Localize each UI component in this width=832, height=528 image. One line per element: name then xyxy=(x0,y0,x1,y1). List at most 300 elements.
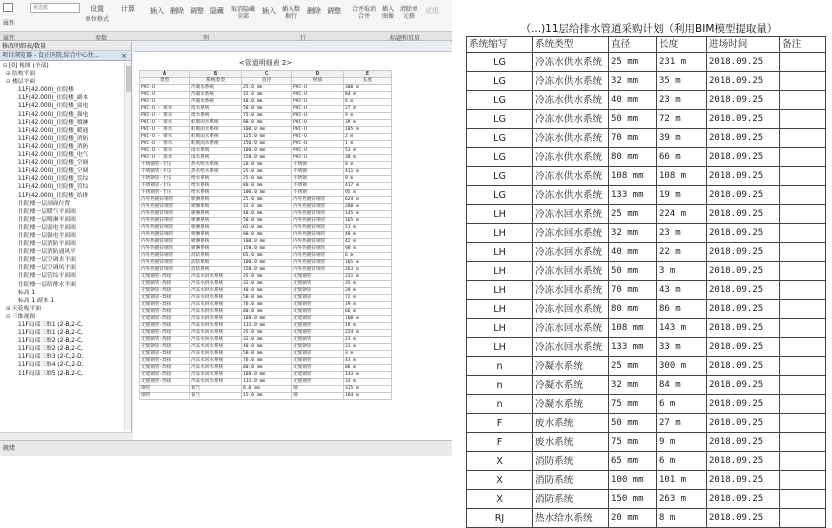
tree-item[interactable] xyxy=(0,256,124,264)
schedule-cell[interactable]: 95 m xyxy=(344,189,392,196)
tree-item[interactable] xyxy=(0,264,124,272)
tree-item[interactable] xyxy=(0,94,124,102)
schedule-cell[interactable]: 39 m xyxy=(344,119,392,126)
schedule-cell[interactable]: 3 m xyxy=(344,350,392,357)
schedule-cell[interactable]: 70.0 mm xyxy=(242,357,292,364)
tree-item[interactable] xyxy=(0,289,124,297)
schedule-cell[interactable]: 184 m xyxy=(344,392,392,399)
schedule-cell[interactable]: 100.0 mm xyxy=(242,238,292,245)
schedule-cell[interactable]: 101 m xyxy=(344,259,392,266)
schedule-cell[interactable]: 50.0 mm xyxy=(242,105,292,112)
tree-item[interactable] xyxy=(0,143,124,151)
schedule-cell[interactable]: 不锈钢管-卡压 xyxy=(140,161,190,168)
schedule-cell[interactable]: 不锈钢 xyxy=(292,189,344,196)
schedule-cell[interactable]: 100.0 mm xyxy=(242,126,292,133)
schedule-cell[interactable]: 145 m xyxy=(344,210,392,217)
schedule-cell[interactable]: 40.0 mm xyxy=(242,210,292,217)
schedule-cell[interactable]: PVC-U xyxy=(292,105,344,112)
schedule-cell[interactable]: 无缝钢管 xyxy=(292,287,344,294)
schedule-cell[interactable]: 25.0 mm xyxy=(242,273,292,280)
schedule-cell[interactable]: PVC-U xyxy=(292,147,344,154)
schedule-cell[interactable]: 315 m xyxy=(344,385,392,392)
schedule-cell[interactable]: PVC-U - 排水 xyxy=(140,112,190,119)
schedule-cell[interactable]: 无缝钢管 xyxy=(292,336,344,343)
schedule-cell[interactable]: 内外热镀锌钢管 xyxy=(140,266,190,273)
vertical-scrollbar[interactable] xyxy=(124,62,131,430)
tree-item[interactable] xyxy=(0,305,124,313)
delete-row-button[interactable]: 删除 xyxy=(307,7,321,15)
schedule-cell[interactable]: 冷冻水供水系统 xyxy=(190,301,242,308)
schedule-cell[interactable]: 虹吸雨水系统 xyxy=(190,133,242,140)
tree-item[interactable] xyxy=(0,102,124,110)
column-letter[interactable]: B xyxy=(190,70,242,77)
hide-column-button[interactable]: 隐藏 xyxy=(210,7,224,15)
tree-item[interactable] xyxy=(0,70,124,78)
schedule-cell[interactable]: 90 m xyxy=(344,245,392,252)
schedule-cell[interactable]: 雨水系统 xyxy=(190,147,242,154)
schedule-cell[interactable]: 40.0 mm xyxy=(242,98,292,105)
schedule-cell[interactable]: 给水系统 xyxy=(190,175,242,182)
schedule-cell[interactable]: 雨水系统 xyxy=(190,154,242,161)
schedule-cell[interactable]: 无缝钢管-焊接 xyxy=(140,364,190,371)
tree-item[interactable] xyxy=(0,329,124,337)
expand-toggle-icon[interactable]: ⊟ xyxy=(3,63,8,69)
schedule-cell[interactable]: PVC-U xyxy=(292,126,344,133)
schedule-cell[interactable]: 冷冻水回水系统 xyxy=(190,357,242,364)
tree-item[interactable] xyxy=(0,159,124,167)
schedule-cell[interactable]: 150.0 mm xyxy=(242,154,292,161)
schedule-cell[interactable]: PVC-U xyxy=(292,154,344,161)
schedule-cell[interactable]: 内外热镀锌钢管 xyxy=(292,210,344,217)
schedule-cell[interactable]: 108.0 mm xyxy=(242,315,292,322)
schedule-cell[interactable]: PVC-U xyxy=(140,91,190,98)
schedule-cell[interactable]: 冷凝水系统 xyxy=(190,98,242,105)
tree-item[interactable] xyxy=(0,111,124,119)
schedule-cell[interactable]: 无缝钢管-焊接 xyxy=(140,294,190,301)
schedule-cell[interactable]: 喷淋系统 xyxy=(190,231,242,238)
schedule-cell[interactable]: PVC-U - 排水 xyxy=(140,154,190,161)
schedule-cell[interactable]: 无缝钢管-焊接 xyxy=(140,315,190,322)
tree-item[interactable] xyxy=(0,240,124,248)
schedule-cell[interactable]: 内外热镀锌钢管 xyxy=(140,252,190,259)
schedule-cell[interactable]: 133.0 mm xyxy=(242,322,292,329)
tree-item[interactable] xyxy=(0,224,124,232)
schedule-cell[interactable]: PVC-U xyxy=(292,91,344,98)
schedule-cell[interactable]: 内外热镀锌钢管 xyxy=(140,196,190,203)
schedule-cell[interactable]: 624 m xyxy=(344,196,392,203)
schedule-cell[interactable]: 不锈钢 xyxy=(292,175,344,182)
schedule-cell[interactable]: 冷冻水回水系统 xyxy=(190,336,242,343)
schedule-cell[interactable]: 417 m xyxy=(344,182,392,189)
tree-item[interactable] xyxy=(0,151,124,159)
adjust-row-button[interactable]: 调整 xyxy=(327,7,341,15)
tree-item[interactable] xyxy=(0,135,124,143)
schedule-cell[interactable]: 内外热镀锌钢管 xyxy=(292,196,344,203)
schedule-cell[interactable]: 100.0 mm xyxy=(242,189,292,196)
schedule-cell[interactable]: 108 m xyxy=(344,315,392,322)
tree-item[interactable] xyxy=(0,62,124,70)
schedule-cell[interactable]: 冷冻水回水系统 xyxy=(190,350,242,357)
schedule-cell[interactable]: 无缝钢管-焊接 xyxy=(140,280,190,287)
schedule-cell[interactable]: 22 m xyxy=(344,343,392,350)
schedule-cell[interactable]: 内外热镀锌钢管 xyxy=(140,259,190,266)
column-letter[interactable]: E xyxy=(344,70,392,77)
schedule-cell[interactable]: 无缝钢管-焊接 xyxy=(140,371,190,378)
schedule-cell[interactable]: 冷冻水回水系统 xyxy=(190,329,242,336)
tree-item[interactable] xyxy=(0,313,124,321)
schedule-cell[interactable]: 165 m xyxy=(344,217,392,224)
schedule-cell[interactable]: 40.0 mm xyxy=(242,343,292,350)
schedule-cell[interactable]: 231 m xyxy=(344,273,392,280)
schedule-cell[interactable]: 无缝钢管 xyxy=(292,280,344,287)
schedule-cell[interactable]: 热水给水系统 xyxy=(190,161,242,168)
schedule-cell[interactable]: 23 m xyxy=(344,336,392,343)
schedule-cell[interactable]: 无缝钢管-焊接 xyxy=(140,336,190,343)
schedule-cell[interactable]: 80.0 mm xyxy=(242,308,292,315)
schedule-cell[interactable]: 6 m xyxy=(344,98,392,105)
schedule-cell[interactable]: 25.0 mm xyxy=(242,329,292,336)
schedule-cell[interactable]: 53 m xyxy=(344,147,392,154)
delete-column-button[interactable]: 删除 xyxy=(170,7,184,15)
schedule-cell[interactable]: 消防系统 xyxy=(190,252,242,259)
schedule-cell[interactable]: 钢管 xyxy=(140,385,190,392)
schedule-cell[interactable]: 43 m xyxy=(344,357,392,364)
schedule-cell[interactable]: 内外热镀锌钢管 xyxy=(292,238,344,245)
schedule-cell[interactable]: 105 m xyxy=(344,126,392,133)
schedule-cell[interactable]: PVC-U xyxy=(292,84,344,91)
schedule-cell[interactable]: 70.0 mm xyxy=(242,301,292,308)
tree-item[interactable] xyxy=(0,232,124,240)
schedule-cell[interactable]: 冷冻水回水系统 xyxy=(190,371,242,378)
schedule-cell[interactable]: 喷淋系统 xyxy=(190,203,242,210)
schedule-cell[interactable]: 125.0 mm xyxy=(242,133,292,140)
schedule-cell[interactable]: 65.0 mm xyxy=(242,224,292,231)
schedule-cell[interactable]: 30 m xyxy=(344,154,392,161)
schedule-cell[interactable]: 150.0 mm xyxy=(242,245,292,252)
schedule-cell[interactable]: 氧气 xyxy=(190,385,242,392)
schedule-cell[interactable]: 冷冻水回水系统 xyxy=(190,364,242,371)
schedule-cell[interactable]: 25.0 mm xyxy=(242,196,292,203)
tree-item[interactable] xyxy=(0,321,124,329)
schedule-cell[interactable]: 无缝钢管 xyxy=(292,315,344,322)
merge-unmerge-button[interactable]: 合并取消合并 xyxy=(352,6,377,20)
schedule-cell[interactable]: 给水系统 xyxy=(190,189,242,196)
schedule-cell[interactable]: 无缝钢管 xyxy=(292,294,344,301)
schedule-cell[interactable]: 虹吸雨水系统 xyxy=(190,140,242,147)
schedule-cell[interactable]: 25.0 mm xyxy=(242,175,292,182)
schedule-cell[interactable]: 224 m xyxy=(344,329,392,336)
schedule-cell[interactable]: 热水给水系统 xyxy=(190,168,242,175)
schedule-cell[interactable]: 48 m xyxy=(344,231,392,238)
schedule-cell[interactable]: 1 m xyxy=(344,140,392,147)
schedule-cell[interactable]: 内外热镀锌钢管 xyxy=(140,224,190,231)
schedule-cell[interactable]: 冷冻水回水系统 xyxy=(190,343,242,350)
schedule-cell[interactable]: 72 m xyxy=(344,294,392,301)
schedule-cell[interactable]: PVC-U xyxy=(140,84,190,91)
horizontal-scrollbar[interactable] xyxy=(0,432,132,440)
schedule-cell[interactable]: 32.0 mm xyxy=(242,91,292,98)
schedule-cell[interactable]: 不锈钢 xyxy=(292,168,344,175)
schedule-cell[interactable]: 钢管 xyxy=(140,392,190,399)
schedule-cell[interactable]: 无缝钢管-焊接 xyxy=(140,378,190,385)
schedule-cell[interactable]: 无缝钢管-焊接 xyxy=(140,343,190,350)
schedule-cell[interactable]: 喷淋系统 xyxy=(190,238,242,245)
schedule-cell[interactable]: 喷淋系统 xyxy=(190,210,242,217)
schedule-cell[interactable]: 冷冻水供水系统 xyxy=(190,294,242,301)
schedule-cell[interactable]: PVC-U - 排水 xyxy=(140,140,190,147)
schedule-cell[interactable]: 冷冻水供水系统 xyxy=(190,273,242,280)
schedule-cell[interactable]: 80.0 mm xyxy=(242,231,292,238)
schedule-cell[interactable]: 不锈钢 xyxy=(292,182,344,189)
insert-column-button[interactable]: 插入 xyxy=(150,7,164,15)
schedule-cell[interactable]: 无缝钢管 xyxy=(292,378,344,385)
schedule-cell[interactable]: 废水系统 xyxy=(190,112,242,119)
schedule-cell[interactable]: 冷冻水供水系统 xyxy=(190,308,242,315)
schedule-cell[interactable]: 80.0 mm xyxy=(242,364,292,371)
tree-item[interactable] xyxy=(0,127,124,135)
schedule-cell[interactable]: 42 m xyxy=(344,238,392,245)
schedule-cell[interactable]: PVC-U - 排水 xyxy=(140,147,190,154)
schedule-cell[interactable]: 无缝钢管 xyxy=(292,308,344,315)
schedule-cell[interactable]: 51 m xyxy=(344,224,392,231)
schedule-cell[interactable]: 无缝钢管-焊接 xyxy=(140,287,190,294)
schedule-cell[interactable]: 内外热镀锌钢管 xyxy=(140,217,190,224)
schedule-cell[interactable]: 内外热镀锌钢管 xyxy=(292,266,344,273)
schedule-cell[interactable]: 15.0 mm xyxy=(242,392,292,399)
schedule-cell[interactable]: 35 m xyxy=(344,280,392,287)
schedule-cell[interactable]: 66 m xyxy=(344,308,392,315)
schedule-cell[interactable]: 喷淋系统 xyxy=(190,217,242,224)
schedule-cell[interactable]: 废水系统 xyxy=(190,105,242,112)
schedule-cell[interactable]: PVC-U - 排水 xyxy=(140,126,190,133)
schedule-header-cell[interactable]: 类型 xyxy=(140,77,190,84)
schedule-cell[interactable]: 20 m xyxy=(344,287,392,294)
tree-item[interactable] xyxy=(0,216,124,224)
schedule-cell[interactable]: 钢 xyxy=(292,392,344,399)
tree-item[interactable] xyxy=(0,208,124,216)
expand-toggle-icon[interactable]: ⊞ xyxy=(6,305,11,312)
tree-item[interactable] xyxy=(0,297,124,305)
schedule-cell[interactable]: 100.0 mm xyxy=(242,147,292,154)
schedule-cell[interactable]: 冷凝水系统 xyxy=(190,84,242,91)
schedule-cell[interactable]: 50.0 mm xyxy=(242,294,292,301)
schedule-cell[interactable]: 无缝钢管 xyxy=(292,329,344,336)
clear-cell-button[interactable]: 清除单元格 xyxy=(399,6,418,20)
schedule-cell[interactable]: 143 m xyxy=(344,371,392,378)
schedule-cell[interactable]: 内外热镀锌钢管 xyxy=(292,203,344,210)
schedule-cell[interactable]: 内外热镀锌钢管 xyxy=(140,231,190,238)
schedule-cell[interactable]: 6 m xyxy=(344,252,392,259)
schedule-cell[interactable]: PVC-U - 排水 xyxy=(140,105,190,112)
schedule-cell[interactable]: 411 m xyxy=(344,168,392,175)
tree-item[interactable] xyxy=(0,192,124,200)
tree-item[interactable] xyxy=(0,272,124,280)
tree-item[interactable] xyxy=(0,248,124,256)
schedule-cell[interactable]: 8 m xyxy=(344,161,392,168)
schedule-cell[interactable]: 20.0 mm xyxy=(242,161,292,168)
schedule-header-cell[interactable]: 系统类型 xyxy=(190,77,242,84)
schedule-cell[interactable]: 80.0 mm xyxy=(242,119,292,126)
schedule-cell[interactable]: 84 m xyxy=(344,91,392,98)
schedule-cell[interactable]: 虹吸雨水系统 xyxy=(190,126,242,133)
schedule-header-cell[interactable]: 直径 xyxy=(242,77,292,84)
schedule-cell[interactable]: PVC-U xyxy=(292,119,344,126)
schedule-cell[interactable]: 冷冻水供水系统 xyxy=(190,315,242,322)
close-icon[interactable]: × xyxy=(121,52,127,60)
tree-item[interactable] xyxy=(0,183,124,191)
schedule-cell[interactable]: 无缝钢管 xyxy=(292,273,344,280)
schedule-cell[interactable]: 内外热镀锌钢管 xyxy=(140,245,190,252)
expand-toggle-icon[interactable]: ⊟ xyxy=(6,79,11,86)
expand-toggle-icon[interactable]: ⊞ xyxy=(6,71,11,78)
schedule-cell[interactable]: 32.0 mm xyxy=(242,280,292,287)
tree-item[interactable] xyxy=(0,200,124,208)
tree-item[interactable] xyxy=(0,370,124,378)
schedule-cell[interactable]: 钢 xyxy=(292,385,344,392)
schedule-cell[interactable]: 无缝钢管 xyxy=(292,364,344,371)
schedule-cell[interactable]: 8.0 mm xyxy=(242,385,292,392)
group-button[interactable]: 成组 xyxy=(425,7,439,15)
schedule-cell[interactable]: PVC-U - 排水 xyxy=(140,119,190,126)
schedule-cell[interactable]: 263 m xyxy=(344,266,392,273)
schedule-cell[interactable]: 32.0 mm xyxy=(242,336,292,343)
scroll-thumb[interactable] xyxy=(126,66,131,92)
schedule-cell[interactable]: 32.0 mm xyxy=(242,203,292,210)
tree-item[interactable] xyxy=(0,119,124,127)
calculate-button[interactable]: 计算 xyxy=(121,5,135,13)
schedule-cell[interactable]: 无缝钢管 xyxy=(292,343,344,350)
schedule-cell[interactable]: 无缝钢管-焊接 xyxy=(140,357,190,364)
unhide-all-button[interactable]: 取消隐藏全部 xyxy=(230,6,255,20)
schedule-cell[interactable]: 50.0 mm xyxy=(242,350,292,357)
schedule-cell[interactable]: 消防系统 xyxy=(190,259,242,266)
schedule-cell[interactable]: 冷冻水供水系统 xyxy=(190,322,242,329)
schedule-cell[interactable]: 25.0 mm xyxy=(242,168,292,175)
tree-item[interactable] xyxy=(0,281,124,289)
column-letter[interactable]: C xyxy=(242,70,292,77)
schedule-cell[interactable]: 不锈钢管-卡压 xyxy=(140,168,190,175)
schedule-cell[interactable]: PVC-U - 排水 xyxy=(140,133,190,140)
schedule-cell[interactable]: 150.0 mm xyxy=(242,140,292,147)
schedule-header-cell[interactable]: 长度 xyxy=(344,77,392,84)
schedule-cell[interactable]: 无缝钢管 xyxy=(292,350,344,357)
schedule-cell[interactable]: 40.0 mm xyxy=(242,287,292,294)
schedule-cell[interactable]: 9 m xyxy=(344,112,392,119)
tree-item[interactable] xyxy=(0,167,124,175)
insert-row-button[interactable]: 插入 xyxy=(262,7,276,15)
schedule-cell[interactable]: 39 m xyxy=(344,301,392,308)
schedule-cell[interactable]: PVC-U xyxy=(292,112,344,119)
schedule-cell[interactable]: 给水系统 xyxy=(190,182,242,189)
insert-data-row-button[interactable]: 插入数据行 xyxy=(281,6,300,20)
schedule-cell[interactable]: 2 m xyxy=(344,133,392,140)
schedule-cell[interactable]: 不锈钢管-卡压 xyxy=(140,182,190,189)
schedule-cell[interactable]: 9 m xyxy=(344,175,392,182)
schedule-cell[interactable]: 19 m xyxy=(344,322,392,329)
tree-item[interactable] xyxy=(0,175,124,183)
schedule-cell[interactable]: 108.0 mm xyxy=(242,371,292,378)
schedule-cell[interactable]: 150.0 mm xyxy=(242,266,292,273)
schedule-cell[interactable]: 虹吸雨水系统 xyxy=(190,119,242,126)
expand-toggle-icon[interactable]: ⊟ xyxy=(6,313,11,320)
insert-image-button[interactable]: 插入图像 xyxy=(381,6,394,20)
schedule-cell[interactable]: 100.0 mm xyxy=(242,259,292,266)
schedule-cell[interactable]: 氧气 xyxy=(190,392,242,399)
tree-item[interactable] xyxy=(0,361,124,369)
properties-icon[interactable] xyxy=(3,3,13,12)
schedule-cell[interactable]: 不锈钢管-卡压 xyxy=(140,175,190,182)
schedule-cell[interactable]: 内外热镀锌钢管 xyxy=(292,259,344,266)
schedule-cell[interactable]: 喷淋系统 xyxy=(190,245,242,252)
schedule-cell[interactable]: 内外热镀锌钢管 xyxy=(140,210,190,217)
tree-item[interactable] xyxy=(0,337,124,345)
schedule-cell[interactable]: 无缝钢管-焊接 xyxy=(140,273,190,280)
schedule-cell[interactable]: 无缝钢管 xyxy=(292,322,344,329)
schedule-cell[interactable]: 无缝钢管-焊接 xyxy=(140,322,190,329)
type-dropdown[interactable]: 单选框 xyxy=(30,3,80,13)
schedule-cell[interactable]: 喷淋系统 xyxy=(190,196,242,203)
unit-format-button[interactable]: 单位格式 xyxy=(85,16,110,23)
schedule-cell[interactable]: PVC-U xyxy=(292,98,344,105)
schedule-header-cell[interactable]: 材质 xyxy=(292,77,344,84)
tree-item[interactable] xyxy=(0,86,124,94)
schedule-cell[interactable]: 喷淋系统 xyxy=(190,224,242,231)
schedule-cell[interactable]: 无缝钢管 xyxy=(292,371,344,378)
schedule-cell[interactable]: PVC-U xyxy=(292,140,344,147)
adjust-column-button[interactable]: 调整 xyxy=(190,7,204,15)
schedule-cell[interactable]: 288 m xyxy=(344,203,392,210)
schedule-cell[interactable]: 不锈钢管-卡压 xyxy=(140,189,190,196)
schedule-cell[interactable]: 内外热镀锌钢管 xyxy=(292,252,344,259)
schedule-cell[interactable]: 冷冻水供水系统 xyxy=(190,280,242,287)
schedule-cell[interactable]: 无缝钢管-焊接 xyxy=(140,329,190,336)
tree-item[interactable] xyxy=(0,353,124,361)
schedule-cell[interactable]: 300 m xyxy=(344,84,392,91)
schedule-cell[interactable]: 不锈钢 xyxy=(292,161,344,168)
column-letter[interactable]: A xyxy=(140,70,190,77)
schedule-cell[interactable]: 75.0 mm xyxy=(242,112,292,119)
schedule-cell[interactable]: 消防系统 xyxy=(190,266,242,273)
schedule-cell[interactable]: 25.0 mm xyxy=(242,84,292,91)
tree-item[interactable] xyxy=(0,78,124,86)
schedule-cell[interactable]: 内外热镀锌钢管 xyxy=(292,231,344,238)
schedule-cell[interactable]: 80.0 mm xyxy=(242,182,292,189)
schedule-cell[interactable]: 无缝钢管-焊接 xyxy=(140,308,190,315)
tree-item[interactable] xyxy=(0,345,124,353)
schedule-cell[interactable]: 50.0 mm xyxy=(242,217,292,224)
column-letter[interactable]: D xyxy=(292,70,344,77)
schedule-cell[interactable]: 65.0 mm xyxy=(242,252,292,259)
schedule-cell[interactable]: 内外热镀锌钢管 xyxy=(292,245,344,252)
schedule-cell[interactable]: 内外热镀锌钢管 xyxy=(140,238,190,245)
schedule-cell[interactable]: 冷冻水供水系统 xyxy=(190,287,242,294)
schedule-cell[interactable]: 无缝钢管-焊接 xyxy=(140,350,190,357)
properties-label[interactable]: 属性 xyxy=(3,20,16,27)
schedule-cell[interactable]: 无缝钢管 xyxy=(292,301,344,308)
schedule-cell[interactable]: 内外热镀锌钢管 xyxy=(140,203,190,210)
schedule-cell[interactable]: PVC-U xyxy=(292,133,344,140)
schedule-cell[interactable]: 无缝钢管-焊接 xyxy=(140,301,190,308)
schedule-cell[interactable]: 冷冻水回水系统 xyxy=(190,378,242,385)
schedule-cell[interactable]: 86 m xyxy=(344,364,392,371)
schedule-cell[interactable]: 无缝钢管 xyxy=(292,357,344,364)
schedule-cell[interactable]: 内外热镀锌钢管 xyxy=(292,217,344,224)
schedule-cell[interactable]: 27 m xyxy=(344,105,392,112)
schedule-cell[interactable]: PVC-U xyxy=(140,98,190,105)
schedule-cell[interactable]: 133.0 mm xyxy=(242,378,292,385)
schedule-cell[interactable]: 内外热镀锌钢管 xyxy=(292,224,344,231)
schedule-cell[interactable]: 33 m xyxy=(344,378,392,385)
